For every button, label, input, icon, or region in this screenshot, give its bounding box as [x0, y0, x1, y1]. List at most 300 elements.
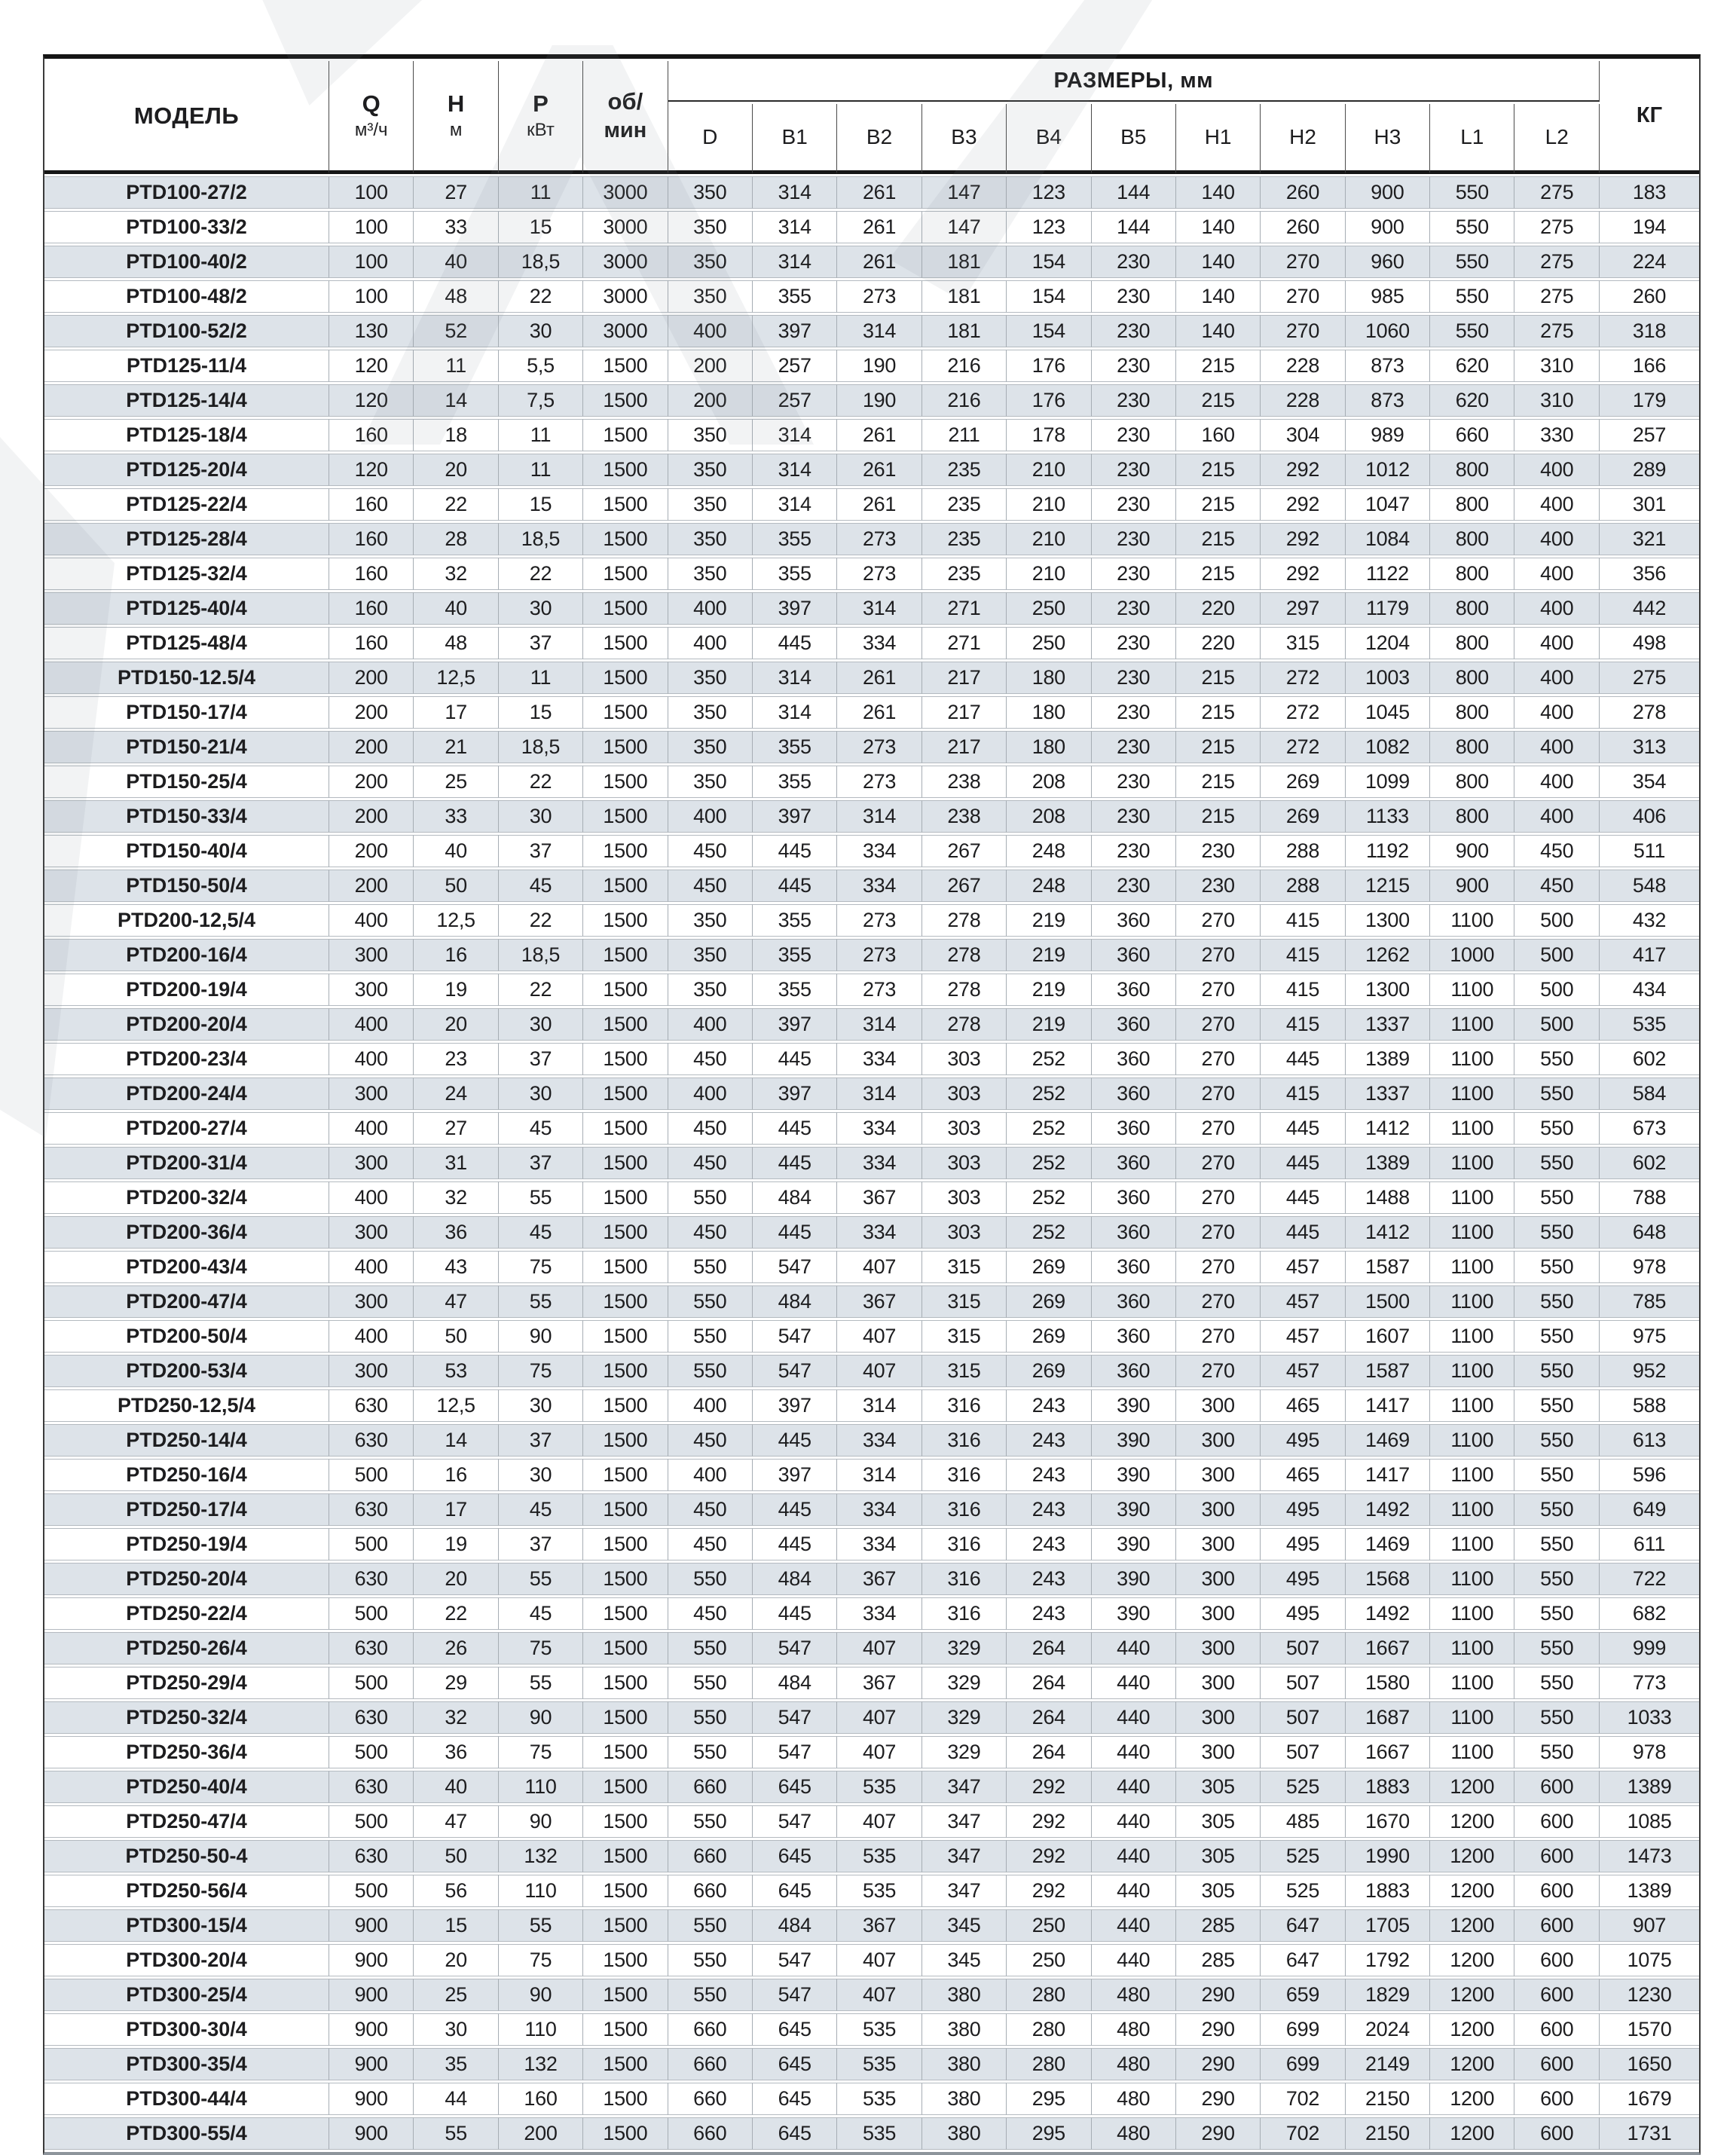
value-cell: 355 — [753, 558, 837, 590]
table-row — [44, 731, 1699, 763]
value-cell: 1100 — [1430, 1424, 1514, 1457]
value-cell: 30 — [499, 800, 583, 833]
value-cell: 25 — [414, 1979, 498, 2011]
value-cell: 367 — [837, 1181, 921, 1214]
value-cell: 360 — [1092, 1355, 1176, 1387]
value-cell: 660 — [668, 2117, 753, 2150]
value-cell: 272 — [1261, 662, 1345, 694]
value-cell: 480 — [1092, 2083, 1176, 2115]
value-cell: 900 — [329, 1944, 414, 1976]
value-cell: 347 — [922, 1771, 1007, 1803]
model-cell: PTD250-47/4 — [44, 1805, 329, 1838]
table-row — [44, 592, 1699, 625]
value-cell: 645 — [753, 1771, 837, 1803]
column-header-sizes: РАЗМЕРЫ, мм — [668, 61, 1600, 102]
value-cell: 960 — [1346, 246, 1430, 278]
model-cell: PTD250-17/4 — [44, 1493, 329, 1526]
value-cell: 176 — [1007, 384, 1091, 417]
model-cell: PTD150-21/4 — [44, 731, 329, 763]
value-cell: 310 — [1514, 384, 1600, 417]
value-cell: 400 — [668, 1459, 753, 1491]
value-cell: 550 — [1514, 1147, 1600, 1179]
value-cell: 550 — [1514, 1459, 1600, 1491]
value-cell: 484 — [753, 1667, 837, 1699]
value-cell: 144 — [1092, 176, 1176, 209]
value-cell: 278 — [922, 974, 1007, 1006]
value-cell: 547 — [753, 1944, 837, 1976]
value-cell: 1100 — [1430, 1355, 1514, 1387]
value-cell: 314 — [837, 1389, 921, 1422]
value-cell: 47 — [414, 1285, 498, 1318]
value-cell: 316 — [922, 1493, 1007, 1526]
value-cell: 648 — [1600, 1216, 1699, 1249]
value-cell: 334 — [837, 1043, 921, 1075]
value-cell: 535 — [837, 2117, 921, 2150]
value-cell: 600 — [1514, 1909, 1600, 1942]
value-cell: 181 — [922, 315, 1007, 347]
value-cell: 900 — [329, 2048, 414, 2080]
value-cell: 45 — [499, 1216, 583, 1249]
value-cell: 313 — [1600, 731, 1699, 763]
model-cell: PTD200-53/4 — [44, 1355, 329, 1387]
value-cell: 390 — [1092, 1493, 1176, 1526]
value-cell: 873 — [1346, 384, 1430, 417]
value-cell: 1100 — [1430, 1667, 1514, 1699]
value-cell: 300 — [1176, 1459, 1261, 1491]
value-cell: 252 — [1007, 1112, 1091, 1145]
value-cell: 550 — [668, 1909, 753, 1942]
value-cell: 588 — [1600, 1389, 1699, 1422]
value-cell: 1500 — [583, 2083, 668, 2115]
value-cell: 305 — [1176, 1805, 1261, 1838]
value-cell: 1100 — [1430, 1493, 1514, 1526]
value-cell: 1099 — [1346, 766, 1430, 798]
value-cell: 900 — [1346, 211, 1430, 243]
value-cell: 316 — [922, 1597, 1007, 1630]
value-cell: 600 — [1514, 1840, 1600, 1872]
value-cell: 7,5 — [499, 384, 583, 417]
value-cell: 183 — [1600, 176, 1699, 209]
table-row — [44, 523, 1699, 555]
value-cell: 355 — [753, 904, 837, 937]
value-cell: 40 — [414, 1771, 498, 1803]
value-cell: 584 — [1600, 1078, 1699, 1110]
table-row — [44, 1181, 1699, 1214]
value-cell: 260 — [1261, 211, 1345, 243]
p-label: Р — [533, 90, 549, 118]
q-label: Q — [362, 90, 381, 118]
value-cell: 200 — [329, 835, 414, 867]
value-cell: 1500 — [583, 523, 668, 555]
value-cell: 1100 — [1430, 1251, 1514, 1283]
value-cell: 329 — [922, 1667, 1007, 1699]
value-cell: 360 — [1092, 1251, 1176, 1283]
model-cell: PTD200-12,5/4 — [44, 904, 329, 937]
value-cell: 30 — [414, 2013, 498, 2046]
value-cell: 270 — [1261, 280, 1345, 313]
value-cell: 407 — [837, 1632, 921, 1664]
column-header-h — [414, 61, 498, 174]
value-cell: 1500 — [583, 1979, 668, 2011]
value-cell: 269 — [1261, 800, 1345, 833]
value-cell: 55 — [499, 1563, 583, 1595]
value-cell: 1883 — [1346, 1875, 1430, 1907]
value-cell: 1500 — [583, 1181, 668, 1214]
value-cell: 215 — [1176, 523, 1261, 555]
value-cell: 220 — [1176, 627, 1261, 659]
value-cell: 1100 — [1430, 904, 1514, 937]
value-cell: 200 — [329, 696, 414, 729]
value-cell: 659 — [1261, 1979, 1345, 2011]
value-cell: 500 — [329, 1667, 414, 1699]
value-cell: 16 — [414, 1459, 498, 1491]
value-cell: 230 — [1092, 696, 1176, 729]
value-cell: 37 — [499, 1147, 583, 1179]
value-cell: 450 — [668, 1597, 753, 1630]
value-cell: 216 — [922, 384, 1007, 417]
value-cell: 1230 — [1600, 1979, 1699, 2011]
value-cell: 548 — [1600, 870, 1699, 902]
value-cell: 350 — [668, 211, 753, 243]
value-cell: 252 — [1007, 1181, 1091, 1214]
value-cell: 50 — [414, 1320, 498, 1353]
value-cell: 275 — [1514, 280, 1600, 313]
value-cell: 210 — [1007, 523, 1091, 555]
value-cell: 355 — [753, 731, 837, 763]
value-cell: 40 — [414, 835, 498, 867]
table-row — [44, 2048, 1699, 2080]
value-cell: 1200 — [1430, 2083, 1514, 2115]
value-cell: 18,5 — [499, 246, 583, 278]
value-cell: 272 — [1261, 696, 1345, 729]
value-cell: 407 — [837, 1944, 921, 1976]
value-cell: 22 — [499, 280, 583, 313]
value-cell: 480 — [1092, 2117, 1176, 2150]
value-cell: 445 — [753, 1493, 837, 1526]
value-cell: 75 — [499, 1355, 583, 1387]
value-cell: 440 — [1092, 1909, 1176, 1942]
value-cell: 190 — [837, 350, 921, 382]
value-cell: 289 — [1600, 454, 1699, 486]
value-cell: 334 — [837, 1147, 921, 1179]
value-cell: 269 — [1007, 1355, 1091, 1387]
value-cell: 495 — [1261, 1424, 1345, 1457]
column-header-p — [499, 61, 583, 174]
value-cell: 500 — [1514, 1008, 1600, 1041]
value-cell: 120 — [329, 350, 414, 382]
value-cell: 380 — [922, 2013, 1007, 2046]
value-cell: 1200 — [1430, 2117, 1514, 2150]
value-cell: 1500 — [583, 974, 668, 1006]
value-cell: 1500 — [583, 800, 668, 833]
value-cell: 1500 — [583, 454, 668, 486]
value-cell: 550 — [668, 1805, 753, 1838]
value-cell: 1829 — [1346, 1979, 1430, 2011]
model-cell: PTD125-14/4 — [44, 384, 329, 417]
model-cell: PTD250-56/4 — [44, 1875, 329, 1907]
value-cell: 722 — [1600, 1563, 1699, 1595]
value-cell: 440 — [1092, 1632, 1176, 1664]
value-cell: 303 — [922, 1043, 1007, 1075]
value-cell: 682 — [1600, 1597, 1699, 1630]
value-cell: 630 — [329, 1424, 414, 1457]
value-cell: 120 — [329, 454, 414, 486]
value-cell: 547 — [753, 1736, 837, 1768]
value-cell: 390 — [1092, 1389, 1176, 1422]
value-cell: 390 — [1092, 1528, 1176, 1560]
value-cell: 800 — [1430, 662, 1514, 694]
value-cell: 550 — [1514, 1701, 1600, 1734]
value-cell: 397 — [753, 1078, 837, 1110]
value-cell: 620 — [1430, 350, 1514, 382]
model-cell: PTD250-50-4 — [44, 1840, 329, 1872]
column-header-size-h1: H1 — [1176, 104, 1261, 174]
model-cell: PTD250-36/4 — [44, 1736, 329, 1768]
value-cell: 445 — [753, 1112, 837, 1145]
value-cell: 257 — [1600, 419, 1699, 451]
value-cell: 314 — [753, 488, 837, 521]
value-cell: 484 — [753, 1563, 837, 1595]
value-cell: 243 — [1007, 1597, 1091, 1630]
value-cell: 645 — [753, 2083, 837, 2115]
value-cell: 900 — [329, 2117, 414, 2150]
value-cell: 400 — [1514, 627, 1600, 659]
value-cell: 350 — [668, 731, 753, 763]
value-cell: 1500 — [583, 1667, 668, 1699]
value-cell: 350 — [668, 904, 753, 937]
column-header-size-d: D — [668, 104, 753, 174]
model-cell: PTD300-30/4 — [44, 2013, 329, 2046]
table-row — [44, 454, 1699, 486]
value-cell: 1100 — [1430, 1701, 1514, 1734]
value-cell: 180 — [1007, 662, 1091, 694]
value-cell: 215 — [1176, 454, 1261, 486]
value-cell: 292 — [1007, 1805, 1091, 1838]
model-cell: PTD300-35/4 — [44, 2048, 329, 2080]
value-cell: 1047 — [1346, 488, 1430, 521]
value-cell: 1500 — [583, 731, 668, 763]
value-cell: 273 — [837, 904, 921, 937]
value-cell: 178 — [1007, 419, 1091, 451]
value-cell: 702 — [1261, 2083, 1345, 2115]
value-cell: 160 — [329, 558, 414, 590]
value-cell: 230 — [1092, 454, 1176, 486]
value-cell: 230 — [1092, 766, 1176, 798]
value-cell: 305 — [1176, 1840, 1261, 1872]
table-row — [44, 419, 1699, 451]
value-cell: 2149 — [1346, 2048, 1430, 2080]
value-cell: 440 — [1092, 1701, 1176, 1734]
value-cell: 303 — [922, 1181, 1007, 1214]
value-cell: 550 — [1514, 1078, 1600, 1110]
value-cell: 154 — [1007, 280, 1091, 313]
value-cell: 238 — [922, 800, 1007, 833]
value-cell: 495 — [1261, 1563, 1345, 1595]
value-cell: 278 — [922, 939, 1007, 971]
table-row — [44, 766, 1699, 798]
value-cell: 230 — [1092, 280, 1176, 313]
model-cell: PTD250-14/4 — [44, 1424, 329, 1457]
value-cell: 40 — [414, 592, 498, 625]
value-cell: 5,5 — [499, 350, 583, 382]
value-cell: 445 — [753, 1147, 837, 1179]
value-cell: 314 — [753, 419, 837, 451]
value-cell: 1500 — [583, 939, 668, 971]
value-cell: 440 — [1092, 1875, 1176, 1907]
value-cell: 261 — [837, 696, 921, 729]
value-cell: 19 — [414, 1528, 498, 1560]
value-cell: 275 — [1600, 662, 1699, 694]
value-cell: 11 — [499, 662, 583, 694]
value-cell: 355 — [753, 939, 837, 971]
model-cell: PTD200-36/4 — [44, 1216, 329, 1249]
value-cell: 630 — [329, 1389, 414, 1422]
value-cell: 1200 — [1430, 1944, 1514, 1976]
value-cell: 1192 — [1346, 835, 1430, 867]
value-cell: 228 — [1261, 384, 1345, 417]
value-cell: 1500 — [583, 1493, 668, 1526]
table-row — [44, 1771, 1699, 1803]
table-row — [44, 384, 1699, 417]
value-cell: 248 — [1007, 870, 1091, 902]
value-cell: 230 — [1092, 558, 1176, 590]
value-cell: 1100 — [1430, 1216, 1514, 1249]
value-cell: 400 — [668, 1078, 753, 1110]
value-cell: 215 — [1176, 800, 1261, 833]
value-cell: 355 — [753, 523, 837, 555]
value-cell: 1012 — [1346, 454, 1430, 486]
value-cell: 900 — [1430, 870, 1514, 902]
value-cell: 484 — [753, 1909, 837, 1942]
value-cell: 360 — [1092, 1181, 1176, 1214]
value-cell: 457 — [1261, 1355, 1345, 1387]
value-cell: 290 — [1176, 2083, 1261, 2115]
value-cell: 271 — [922, 592, 1007, 625]
table-row — [44, 1147, 1699, 1179]
value-cell: 132 — [499, 1840, 583, 1872]
value-cell: 334 — [837, 1493, 921, 1526]
value-cell: 1060 — [1346, 315, 1430, 347]
value-cell: 43 — [414, 1251, 498, 1283]
value-cell: 140 — [1176, 315, 1261, 347]
value-cell: 273 — [837, 974, 921, 1006]
value-cell: 550 — [1514, 1424, 1600, 1457]
value-cell: 550 — [668, 1944, 753, 1976]
table-row — [44, 1043, 1699, 1075]
value-cell: 400 — [1514, 592, 1600, 625]
value-cell: 53 — [414, 1355, 498, 1387]
value-cell: 264 — [1007, 1736, 1091, 1768]
value-cell: 550 — [668, 1355, 753, 1387]
rpm-label: об/ — [607, 88, 643, 115]
value-cell: 330 — [1514, 419, 1600, 451]
value-cell: 600 — [1514, 1805, 1600, 1838]
value-cell: 11 — [499, 176, 583, 209]
table-row — [44, 835, 1699, 867]
value-cell: 1500 — [583, 1459, 668, 1491]
value-cell: 11 — [414, 350, 498, 382]
value-cell: 1500 — [583, 904, 668, 937]
value-cell: 300 — [329, 1147, 414, 1179]
value-cell: 1100 — [1430, 1008, 1514, 1041]
value-cell: 630 — [329, 1563, 414, 1595]
value-cell: 550 — [1514, 1216, 1600, 1249]
value-cell: 288 — [1261, 870, 1345, 902]
value-cell: 400 — [1514, 696, 1600, 729]
value-cell: 1100 — [1430, 1147, 1514, 1179]
value-cell: 250 — [1007, 1909, 1091, 1942]
value-cell: 295 — [1007, 2083, 1091, 2115]
model-cell: PTD250-40/4 — [44, 1771, 329, 1803]
value-cell: 230 — [1092, 350, 1176, 382]
value-cell: 1215 — [1346, 870, 1430, 902]
value-cell: 35 — [414, 2048, 498, 2080]
value-cell: 329 — [922, 1736, 1007, 1768]
value-cell: 278 — [1600, 696, 1699, 729]
value-cell: 907 — [1600, 1909, 1699, 1942]
value-cell: 1500 — [583, 1285, 668, 1318]
value-cell: 350 — [668, 696, 753, 729]
value-cell: 230 — [1092, 870, 1176, 902]
model-cell: PTD250-26/4 — [44, 1632, 329, 1664]
value-cell: 975 — [1600, 1320, 1699, 1353]
value-cell: 1473 — [1600, 1840, 1699, 1872]
value-cell: 75 — [499, 1251, 583, 1283]
value-cell: 132 — [499, 2048, 583, 2080]
value-cell: 1500 — [583, 696, 668, 729]
value-cell: 230 — [1092, 662, 1176, 694]
value-cell: 37 — [499, 1528, 583, 1560]
value-cell: 1500 — [583, 1701, 668, 1734]
value-cell: 900 — [329, 1909, 414, 1942]
model-cell: PTD150-25/4 — [44, 766, 329, 798]
value-cell: 445 — [753, 1597, 837, 1630]
value-cell: 123 — [1007, 211, 1091, 243]
value-cell: 350 — [668, 974, 753, 1006]
value-cell: 1084 — [1346, 523, 1430, 555]
value-cell: 160 — [499, 2083, 583, 2115]
value-cell: 415 — [1261, 974, 1345, 1006]
value-cell: 535 — [837, 1875, 921, 1907]
table-row — [44, 1320, 1699, 1353]
value-cell: 400 — [1514, 523, 1600, 555]
table-row — [44, 1563, 1699, 1595]
value-cell: 550 — [668, 1632, 753, 1664]
value-cell: 978 — [1600, 1251, 1699, 1283]
table-row — [44, 1112, 1699, 1145]
value-cell: 160 — [329, 592, 414, 625]
value-cell: 390 — [1092, 1424, 1176, 1457]
value-cell: 318 — [1600, 315, 1699, 347]
value-cell: 495 — [1261, 1493, 1345, 1526]
model-cell: PTD125-11/4 — [44, 350, 329, 382]
value-cell: 390 — [1092, 1459, 1176, 1491]
value-cell: 367 — [837, 1667, 921, 1699]
value-cell: 500 — [1514, 939, 1600, 971]
q-unit: м³/ч — [354, 119, 388, 140]
value-cell: 999 — [1600, 1632, 1699, 1664]
value-cell: 407 — [837, 1736, 921, 1768]
value-cell: 25 — [414, 766, 498, 798]
value-cell: 272 — [1261, 731, 1345, 763]
value-cell: 367 — [837, 1909, 921, 1942]
value-cell: 269 — [1007, 1251, 1091, 1283]
model-cell: PTD100-52/2 — [44, 315, 329, 347]
value-cell: 3000 — [583, 280, 668, 313]
value-cell: 500 — [1514, 904, 1600, 937]
value-cell: 350 — [668, 558, 753, 590]
value-cell: 660 — [668, 2048, 753, 2080]
